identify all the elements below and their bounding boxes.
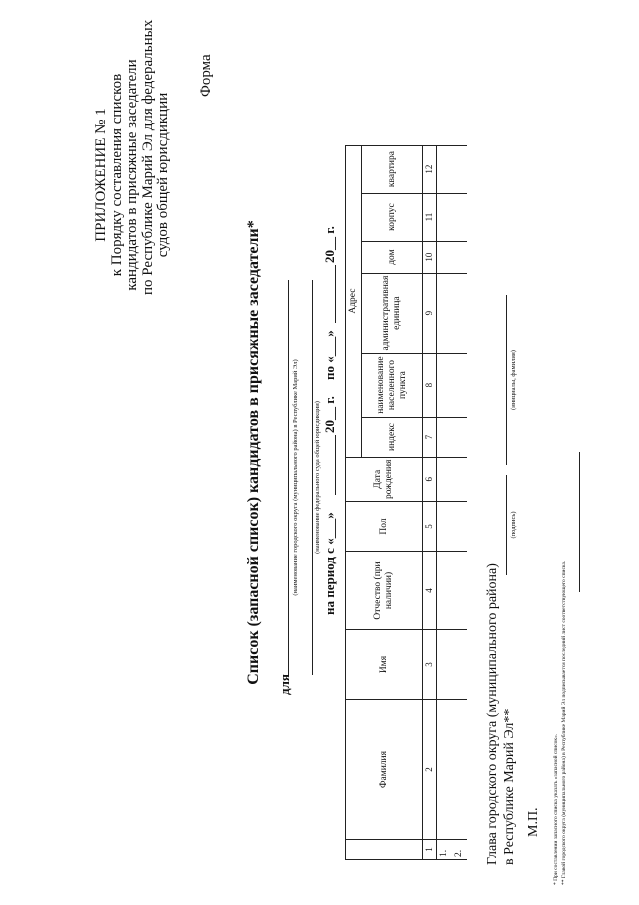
header-name: Имя	[346, 630, 423, 700]
header-surname: Фамилия	[346, 700, 423, 840]
period-prefix: на период с «___»	[322, 512, 337, 615]
table-cell[interactable]	[452, 457, 467, 501]
form-label: Форма	[198, 54, 214, 97]
signature-line[interactable]	[496, 475, 507, 575]
col-number: 8	[423, 353, 437, 417]
table-cell[interactable]	[437, 273, 453, 353]
candidates-table	[345, 145, 467, 860]
col-number: 3	[423, 630, 437, 700]
table-cell[interactable]	[452, 241, 467, 273]
court-name-line[interactable]	[301, 280, 313, 675]
header-house: дом	[362, 241, 423, 273]
col-number: 1	[423, 840, 437, 860]
header-address-group: Адрес	[346, 145, 362, 457]
table-cell[interactable]	[452, 700, 467, 840]
header-admin-unit: административная единица	[362, 273, 423, 353]
table-cell[interactable]	[452, 417, 467, 457]
table-cell[interactable]	[437, 552, 453, 630]
table-cell[interactable]	[452, 273, 467, 353]
table-cell[interactable]	[437, 630, 453, 700]
head-title-line2: в Республике Марий Эл**	[502, 708, 517, 865]
period-start-month-line[interactable]	[320, 435, 336, 495]
signature-caption: (подпись)	[510, 511, 517, 539]
appendix-line: ПРИЛОЖЕНИЕ № 1	[93, 108, 109, 242]
table-cell[interactable]	[437, 502, 453, 552]
table-cell[interactable]	[452, 353, 467, 417]
table-row[interactable]	[437, 145, 453, 859]
header-apartment: квартира	[362, 145, 423, 193]
row-number: 2.	[452, 840, 467, 860]
table-cell[interactable]	[437, 353, 453, 417]
col-number: 11	[423, 193, 437, 241]
table-cell[interactable]	[437, 193, 453, 241]
for-label: для	[277, 674, 292, 695]
period-end-month-line[interactable]	[320, 265, 336, 323]
initials-caption: (инициалы, фамилия)	[510, 350, 517, 410]
court-caption: (наименование федерального суда общей юрисдикции)	[314, 401, 321, 554]
table-header-row	[346, 145, 362, 859]
table-cell[interactable]	[452, 193, 467, 241]
appendix-line: судов общей юрисдикции	[155, 92, 171, 258]
header-building: корпус	[362, 193, 423, 241]
table-cell[interactable]	[452, 552, 467, 630]
period-mid: по «___»	[322, 330, 337, 380]
row-number: 1.	[437, 840, 453, 860]
footnote: ** Главой городского округа (муниципального района) в Республике Марий Эл подписывается последний лист соответствующего списка.	[561, 560, 567, 885]
appendix-line: по Республике Марий Эл для федеральных	[139, 19, 156, 295]
table-cell[interactable]	[452, 502, 467, 552]
stamp-mark: М.П.	[526, 807, 541, 837]
appendix-line: кандидатов в присяжные заседатели	[124, 59, 140, 291]
header-patronymic: Отчество (при наличии)	[346, 552, 423, 630]
table-cell[interactable]	[437, 417, 453, 457]
footnote: * При составлении запасного списка указать «запасной список».	[553, 733, 559, 885]
table-cell[interactable]	[437, 700, 453, 840]
head-title-line1: Глава городского округа (муниципального района)	[485, 563, 500, 865]
appendix-header	[93, 19, 172, 295]
col-number: 6	[423, 457, 437, 501]
header-sex: Пол	[346, 502, 423, 552]
col-number: 7	[423, 417, 437, 457]
col-number: 2	[423, 700, 437, 840]
table-cell[interactable]	[437, 241, 453, 273]
table-row[interactable]	[452, 145, 467, 859]
district-caption: (наименование городского округа (муниципального района) в Республике Марий Эл)	[292, 359, 299, 596]
footnote-divider	[578, 452, 580, 592]
col-number: 5	[423, 502, 437, 552]
number-header-cell	[346, 840, 423, 860]
col-number: 10	[423, 241, 437, 273]
period-year1: 20__ г.	[322, 396, 337, 433]
col-number: 9	[423, 273, 437, 353]
district-name-line[interactable]	[276, 280, 289, 675]
col-number: 12	[423, 145, 437, 193]
table-cell[interactable]	[437, 457, 453, 501]
table-cell[interactable]	[452, 630, 467, 700]
table-cell[interactable]	[452, 145, 467, 193]
column-number-row	[423, 145, 437, 859]
period-year2: 20__ г.	[322, 226, 337, 263]
appendix-line: к Порядку составления списков	[108, 73, 125, 277]
header-postcode: индекс	[362, 417, 423, 457]
header-settlement: наименование населенного пункта	[362, 353, 423, 417]
table-cell[interactable]	[437, 145, 453, 193]
initials-line[interactable]	[496, 295, 507, 465]
col-number: 4	[423, 552, 437, 630]
document-title: Список (запасной список) кандидатов в присяжные заседатели*	[245, 220, 262, 685]
header-birthdate: Дата рождения	[346, 457, 423, 501]
